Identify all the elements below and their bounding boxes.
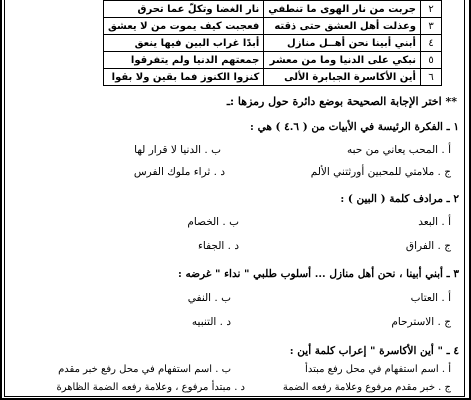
table-row (104, 35, 442, 52)
verse-first-half: وعذلت أهل العشق حتى ذقته (264, 18, 421, 35)
question-1-option-a[interactable]: أ . المحب يعاني من حبه (347, 144, 451, 156)
question-3-option-c[interactable]: ج . الاسترحام (391, 316, 451, 328)
verse-second-half: نار الغضا وتكلّ عما تحرق (104, 1, 264, 18)
question-4-stem: ٤ ـ " أين الأكاسرة " إعراب كلمة أين : (289, 345, 459, 357)
verse-second-half: فعجبت كيف يموت من لا يعشق (104, 18, 264, 35)
question-2-option-d[interactable]: د . الجفاء (197, 240, 239, 252)
question-2-option-c[interactable]: ج . الفراق (405, 240, 451, 252)
question-4-option-b[interactable]: ب . اسم استفهام في محل رفع خبر مقدم (58, 364, 231, 375)
question-3-stem: ٣ ـ أبني أبينا ، نحن أهل منازل ... أسلوب طلبي " نداء " غرضه : (177, 268, 459, 280)
table-row (104, 18, 442, 35)
table-row (104, 52, 442, 69)
table-row (104, 69, 442, 86)
question-4-option-d[interactable]: د . مبتدأ مرفوع ، وعلامة رفعه الضمة الظاهرة (56, 382, 245, 393)
verse-first-half: أين الأكاسرة الجبابرة الألى (264, 69, 421, 86)
row-number: ٢ (421, 1, 442, 18)
instruction-line (227, 95, 457, 108)
row-number: ٣ (421, 18, 442, 35)
verse-first-half: نبكي على الدنيا وما من معشر (264, 52, 421, 69)
question-1-stem: ١ ـ الفكرة الرئيسة في الأبيات من ( ٤.٦ ) هي : (250, 121, 459, 133)
question-3-option-d[interactable]: د . التنبيه (191, 316, 231, 328)
question-2-stem: ٢ ـ مرادف كلمة ( البين ) : (340, 193, 459, 205)
verse-second-half: كنزوا الكنوز فما بقين ولا بقوا (104, 69, 264, 86)
instruction-stars: ** (445, 95, 457, 108)
row-number: ٤ (421, 35, 442, 52)
question-2-option-a[interactable]: أ . البعد (418, 216, 451, 228)
table-row (104, 1, 442, 18)
question-2-option-b[interactable]: ب . الخصام (187, 216, 239, 228)
instruction-text: اختر الإجابة الصحيحة بوضع دائرة حول رمزها :ـ (226, 95, 442, 108)
verse-second-half: أبدًا غراب البين فيها ينعق (104, 35, 264, 52)
verse-second-half: جمعتهم الدنيا ولم يتفرقوا (104, 52, 264, 69)
row-number: ٥ (421, 52, 442, 69)
question-3-option-a[interactable]: أ . العتاب (410, 292, 451, 304)
verse-first-half: جربت من نار الهوى ما تنطفي (264, 1, 421, 18)
question-1-option-c[interactable]: ج . ملامتي للمحبين أورثتني الألم (310, 166, 451, 178)
question-4-option-c[interactable]: ج . خبر مقدم مرفوع وعلامة رفعه الضمة (282, 382, 451, 393)
question-3-option-b[interactable]: ب . النفي (187, 292, 231, 304)
row-number: ٦ (421, 69, 442, 86)
question-1-option-d[interactable]: د . ثراء ملوك الفرس (133, 166, 225, 178)
verse-first-half: أبني أبينا نحن أهــل منازل (264, 35, 421, 52)
matching-table (103, 0, 442, 86)
question-4-option-a[interactable]: أ . اسم استفهام في محل رفع مبتدأ (305, 364, 451, 375)
question-1-option-b[interactable]: ب . الدنيا لا قرار لها (134, 144, 221, 156)
